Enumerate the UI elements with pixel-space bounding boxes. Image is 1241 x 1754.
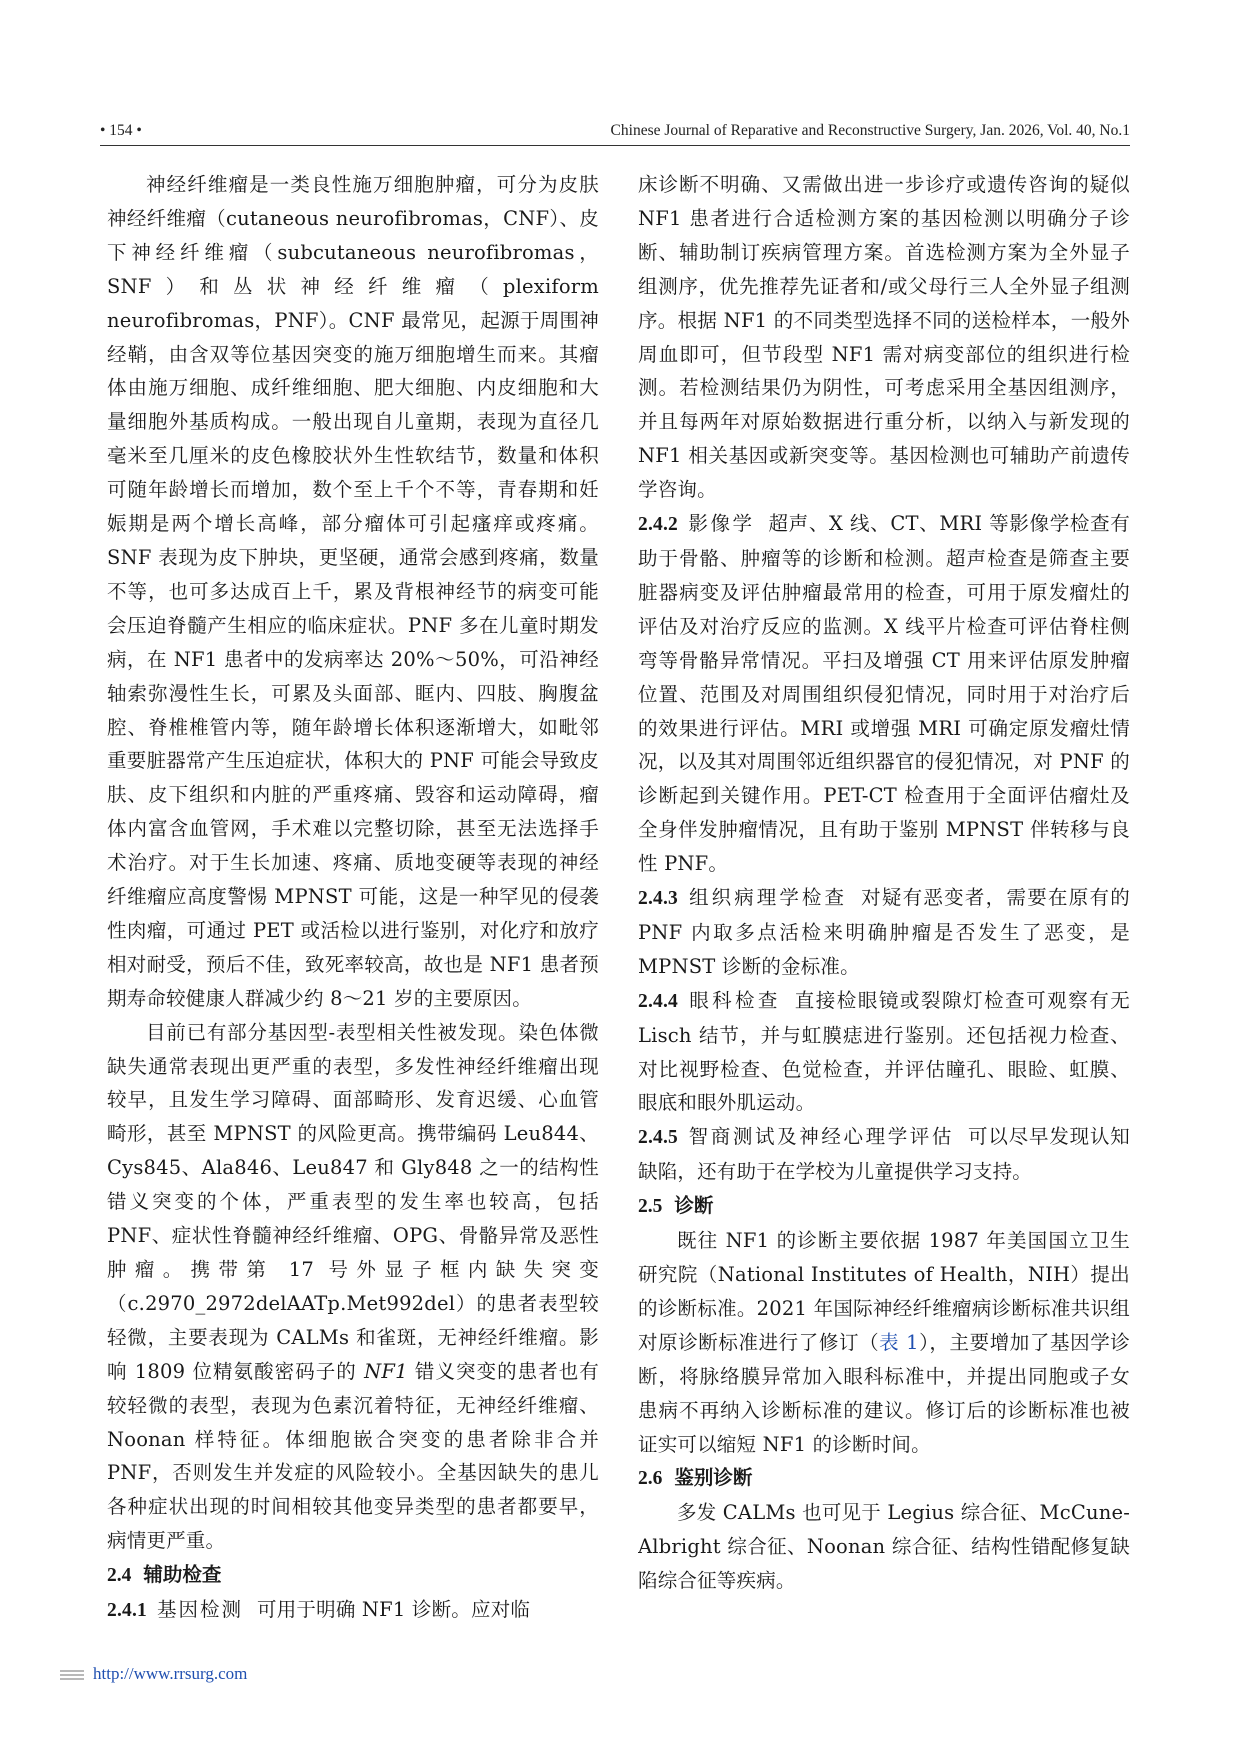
subsection-2-4-2 [638, 507, 1130, 881]
subsection-text: 直接检眼镜或裂隙灯检查可观察有无 Lisch 结节，并与虹膜痣进行鉴别。还包括视力检查、对比视野检查、色觉检查，并评估瞳孔、眼睑、虹膜、眼底和眼外肌运动。 [638, 988, 1130, 1115]
running-header [100, 118, 1130, 146]
journal-url-link[interactable]: http://www.rrsurg.com [93, 1664, 248, 1683]
subsection-title: 基因检测 [157, 1598, 244, 1622]
paragraph-genotype-phenotype [107, 1016, 599, 1559]
journal-citation: Chinese Journal of Reparative and Reconstructive Surgery, Jan. 2026, Vol. 40, No.1 [610, 122, 1130, 139]
subsection-title: 影像学 [688, 512, 755, 536]
subsection-number: 2.4.2 [638, 514, 678, 536]
subsection-title: 眼科检查 [688, 988, 781, 1012]
subsection-text: 可以尽早发现认知缺陷，还有助于在学校为儿童提供学习支持。 [638, 1125, 1130, 1184]
right-column [638, 168, 1130, 1648]
subsection-title: 组织病理学检查 [688, 886, 848, 910]
header-rule [100, 145, 1130, 146]
subsection-text: 超声、X 线、CT、MRI 等影像学检查有助于骨骼、肿瘤等的诊断和检测。超声检查是筛查主要脏器病变及评估肿瘤最常用的检查，可用于原发瘤灶的评估及对治疗反应的监测。X 线平片检查可评估脊柱侧弯等骨骼异常情况。平扫及增强 CT 用来评估原发肿瘤位置、范围及对周围组织侵犯情况，同时用于对治疗后的效果进行评估。MRI 或增强 MRI 可确定原发瘤灶情况，以及其对周围邻近组织器官的侵犯情况，对 PNF 的诊断起到关键作用。PET-CT 检查用于全面评估瘤灶及全身伴发肿瘤情况，且有助于鉴别 MPNST 伴转移与良性 PNF。 [638, 512, 1130, 876]
section-title: 鉴别诊断 [674, 1466, 753, 1490]
subsection-text: 可用于明确 NF1 诊断。应对临 [257, 1598, 531, 1622]
subsection-number: 2.4.4 [638, 990, 678, 1012]
subsection-2-4-3 [638, 881, 1130, 984]
section-number: 2.4 [107, 1565, 132, 1587]
table-1-link[interactable]: 表 1 [879, 1330, 919, 1354]
subsection-2-4-4 [638, 984, 1130, 1121]
journal-logo-icon [60, 1670, 84, 1684]
section-title: 诊断 [674, 1194, 714, 1218]
paragraph-genetic-testing-cont: 床诊断不明确、又需做出进一步诊疗或遗传咨询的疑似 NF1 患者进行合适检测方案的基因检测以明确分子诊断、辅助制订疾病管理方案。首选检测方案为全外显子组测序，优先推荐先证者和/或父母行三人全外显子组测序。根据 NF1 的不同类型选择不同的送检样本，一般外周血即可，但节段型 NF1 需对病变部位的组织进行检测。若检测结果仍为阴性，可考虑采用全基因组测序，并且每两年对原始数据进行重分析，以纳入与新发现的 NF1 相关基因或新突变等。基因检测也可辅助产前遗传学咨询。 [638, 173, 1130, 502]
subsection-2-4-1 [107, 1593, 599, 1628]
genotype-text-b: 错义突变的患者也有较轻微的表型，表现为色素沉着特征，无神经纤维瘤、Noonan 样特征。体细胞嵌合突变的患者除非合并 PNF，否则发生并发症的风险较小。全基因缺失的患儿各种症状出现的时间相较其他变异类型的患者都要早，病情更严重。 [107, 1359, 599, 1553]
subsection-2-4-5 [638, 1120, 1130, 1189]
subsection-text: 对疑有恶变者，需要在原有的 PNF 内取多点活检来明确肿瘤是否发生了恶变，是 MPNST 诊断的金标准。 [638, 886, 1130, 978]
gene-name-italic: NF1 [364, 1359, 408, 1383]
subsection-number: 2.4.5 [638, 1127, 678, 1149]
paragraph-nf-types: 神经纤维瘤是一类良性施万细胞肿瘤，可分为皮肤神经纤维瘤（cutaneous neurofibromas，CNF）、皮下神经纤维瘤（subcutaneous neurofibromas，SNF）和丛状神经纤维瘤（plexiform neurofibromas，PNF）。CNF 最常见，起源于周围神经鞘，由含双等位基因突变的施万细胞增生而来。其瘤体由施万细胞、成纤维细胞、肥大细胞、内皮细胞和大量细胞外基质构成。一般出现自儿童期，表现为直径几毫米至几厘米的皮色橡胶状外生性软结节，数量和体积可随年龄增长而增加，数个至上千个不等，青春期和妊娠期是两个增长高峰，部分瘤体可引起瘙痒或疼痛。SNF 表现为皮下肿块，更坚硬，通常会感到疼痛，数量不等，也可多达成百上千，累及背根神经节的病变可能会压迫脊髓产生相应的临床症状。PNF 多在儿童时期发病，在 NF1 患者中的发病率达 20%～50%，可沿神经轴索弥漫性生长，可累及头面部、眶内、四肢、胸腹盆腔、脊椎椎管内等，随年龄增长体积逐渐增大，如毗邻重要脏器常产生压迫症状，体积大的 PNF 可能会导致皮肤、皮下组织和内脏的严重疼痛、毁容和运动障碍，瘤体内富含血管网，手术难以完整切除，甚至无法选择手术治疗。对于生长加速、疼痛、质地变硬等表现的神经纤维瘤应高度警惕 MPNST 可能，这是一种罕见的侵袭性肉瘤，可通过 PET 或活检以进行鉴别，对化疗和放疗相对耐受，预后不佳，致死率较高，故也是 NF1 患者预期寿命较健康人群减少约 8～21 岁的主要原因。 [107, 173, 599, 1010]
page-number: • 154 • [100, 122, 142, 139]
diagnosis-text-a: 既往 NF1 的诊断主要依据 1987 年美国国立卫生研究院（National Institutes of Health，NIH）提出的诊断标准。2021 年国际神经纤维瘤病诊断标准共识组对原诊断标准进行了修订（ [638, 1229, 1130, 1354]
section-heading-2-6 [638, 1461, 1130, 1496]
section-title: 辅助检查 [143, 1563, 222, 1587]
subsection-title: 智商测试及神经心理学评估 [688, 1125, 955, 1149]
subsection-number: 2.4.3 [638, 888, 678, 910]
section-number: 2.5 [638, 1196, 663, 1218]
section-heading-2-5 [638, 1189, 1130, 1224]
diagnosis-text-b: ），主要增加了基因学诊断，将脉络膜异常加入眼科标准中，并提出同胞或子女患病不再纳入诊断标准的建议。修订后的诊断标准也被证实可以缩短 NF1 的诊断时间。 [638, 1330, 1130, 1456]
left-column [107, 168, 599, 1648]
subsection-number: 2.4.1 [107, 1600, 147, 1622]
paragraph-diagnosis [638, 1224, 1130, 1461]
section-number: 2.6 [638, 1468, 663, 1490]
genotype-text-a: 目前已有部分基因型-表型相关性被发现。染色体微缺失通常表现出更严重的表型，多发性神经纤维瘤出现较早，且发生学习障碍、面部畸形、发育迟缓、心血管畸形，甚至 MPNST 的风险更高。携带编码 Leu844、Cys845、Ala846、Leu847 和 Gly848 之一的结构性错义突变的个体，严重表型的发生率也较高，包括 PNF、症状性脊髓神经纤维瘤、OPG、骨骼异常及恶性肿瘤。携带第 17 号外显子框内缺失突变（c.2970_2972delAATp.Met992del）的患者表型较轻微，主要表现为 CALMs 和雀斑，无神经纤维瘤。影响 1809 位精氨酸密码子的 [107, 1020, 599, 1383]
section-heading-2-4 [107, 1558, 599, 1593]
paragraph-differential: 多发 CALMs 也可见于 Legius 综合征、McCune-Albright 综合征、Noonan 综合征、结构性错配修复缺陷综合征等疾病。 [638, 1501, 1130, 1593]
